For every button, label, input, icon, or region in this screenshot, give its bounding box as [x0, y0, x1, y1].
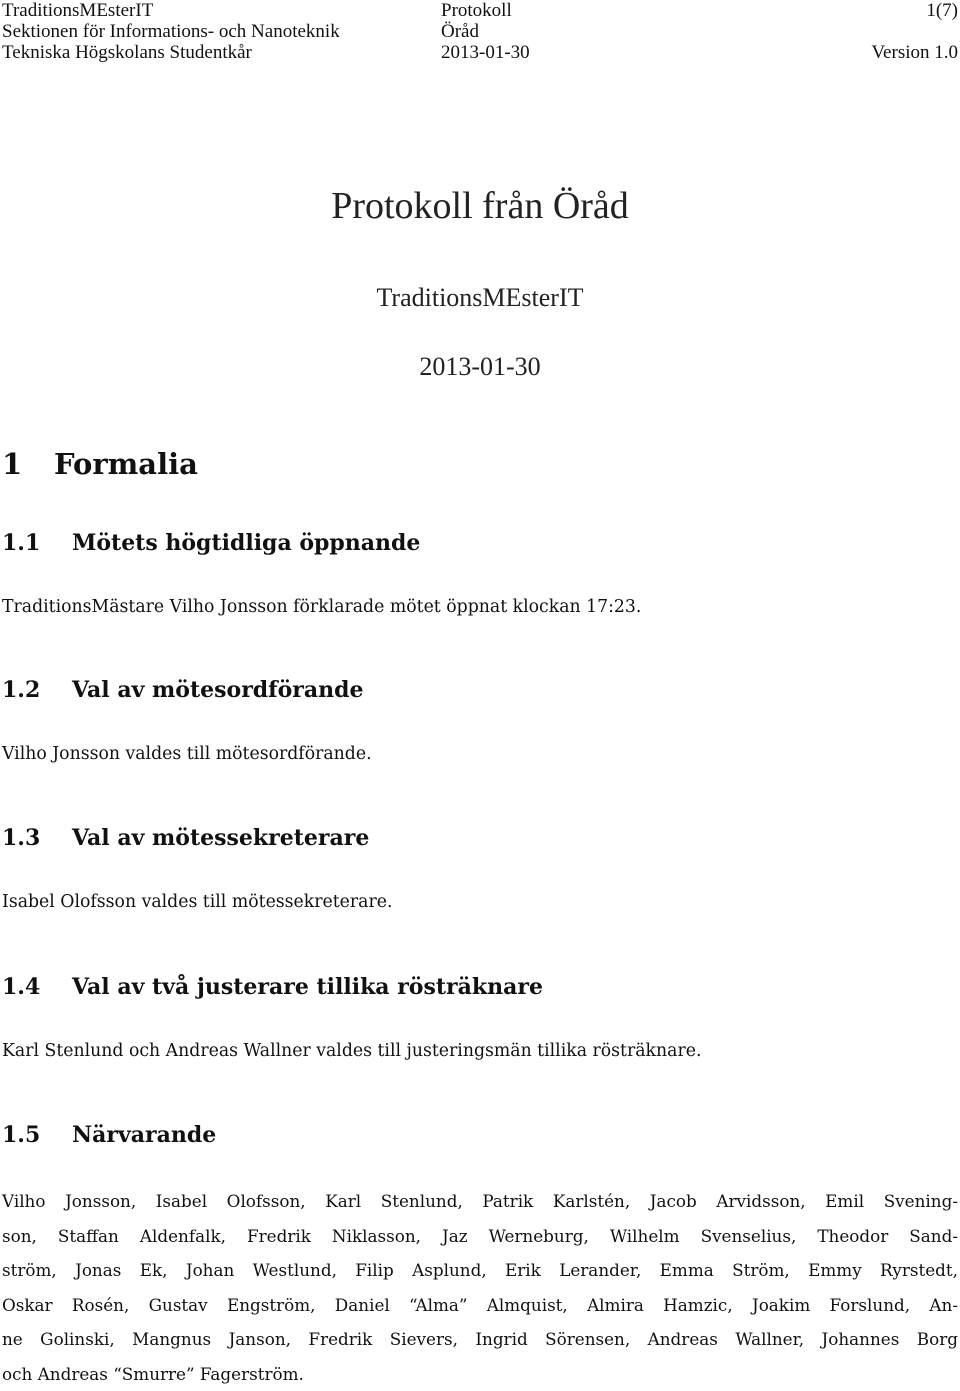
- header-date: 2013-01-30: [441, 42, 530, 63]
- subsection-text-1-3: Isabel Olofsson valdes till mötessekreterare.: [2, 892, 392, 912]
- subsection-title: Mötets högtidliga öppnande: [72, 530, 420, 556]
- document-organization: TraditionsMEsterIT: [0, 283, 960, 313]
- header-meeting-name: Öråd: [441, 21, 479, 42]
- subsection-text-1-1: TraditionsMästare Vilho Jonsson förklarade mötet öppnat klockan 17:23.: [2, 597, 641, 617]
- section-title: Formalia: [54, 447, 198, 481]
- attendee-line: son, Staffan Aldenfalk, Fredrik Niklasson, Jaz Werneburg, Wilhelm Svenselius, Theodor Sand-: [2, 1219, 958, 1254]
- attendee-line: Vilho Jonsson, Isabel Olofsson, Karl Stenlund, Patrik Karlstén, Jacob Arvidsson, Emil Svening-: [2, 1184, 958, 1219]
- header-section-name: Sektionen för Informations- och Nanoteknik: [2, 21, 340, 42]
- subsection-heading-1-3: [2, 825, 369, 851]
- header-organization: TraditionsMEsterIT: [2, 0, 153, 21]
- subsection-heading-1-2: [2, 677, 364, 703]
- attendee-line: och Andreas “Smurre” Fagerström.: [2, 1357, 958, 1391]
- subsection-number: 1.4: [2, 974, 72, 1000]
- subsection-text-1-4: Karl Stenlund och Andreas Wallner valdes till justeringsmän tillika rösträknare.: [2, 1041, 701, 1061]
- subsection-number: 1.1: [2, 530, 72, 556]
- subsection-number: 1.3: [2, 825, 72, 851]
- subsection-heading-1-4: [2, 974, 543, 1000]
- subsection-title: Val av två justerare tillika rösträknare: [72, 974, 543, 1000]
- attendee-list: [2, 1184, 958, 1391]
- document-date: 2013-01-30: [0, 352, 960, 382]
- attendee-line: ström, Jonas Ek, Johan Westlund, Filip Asplund, Erik Lerander, Emma Ström, Emmy Ryrstedt,: [2, 1253, 958, 1288]
- section-number: 1: [2, 447, 54, 481]
- subsection-heading-1-1: [2, 530, 420, 556]
- subsection-title: Val av mötessekreterare: [72, 825, 369, 851]
- header-document-type: Protokoll: [441, 0, 512, 21]
- document-title: Protokoll från Öråd: [0, 184, 960, 228]
- subsection-title: Val av mötesordförande: [72, 677, 364, 703]
- subsection-heading-1-5: [2, 1122, 216, 1148]
- subsection-number: 1.5: [2, 1122, 72, 1148]
- header-union-name: Tekniska Högskolans Studentkår: [2, 42, 252, 63]
- subsection-text-1-2: Vilho Jonsson valdes till mötesordförande.: [2, 744, 372, 764]
- subsection-number: 1.2: [2, 677, 72, 703]
- section-heading: [2, 447, 198, 481]
- subsection-title: Närvarande: [72, 1122, 216, 1148]
- header-version: Version 1.0: [871, 42, 958, 63]
- attendee-line: Oskar Rosén, Gustav Engström, Daniel “Alma” Almquist, Almira Hamzic, Joakim Forslund, An-: [2, 1288, 958, 1323]
- attendee-line: ne Golinski, Mangnus Janson, Fredrik Sievers, Ingrid Sörensen, Andreas Wallner, Johannes Borg: [2, 1322, 958, 1357]
- header-page-number: 1(7): [926, 0, 958, 21]
